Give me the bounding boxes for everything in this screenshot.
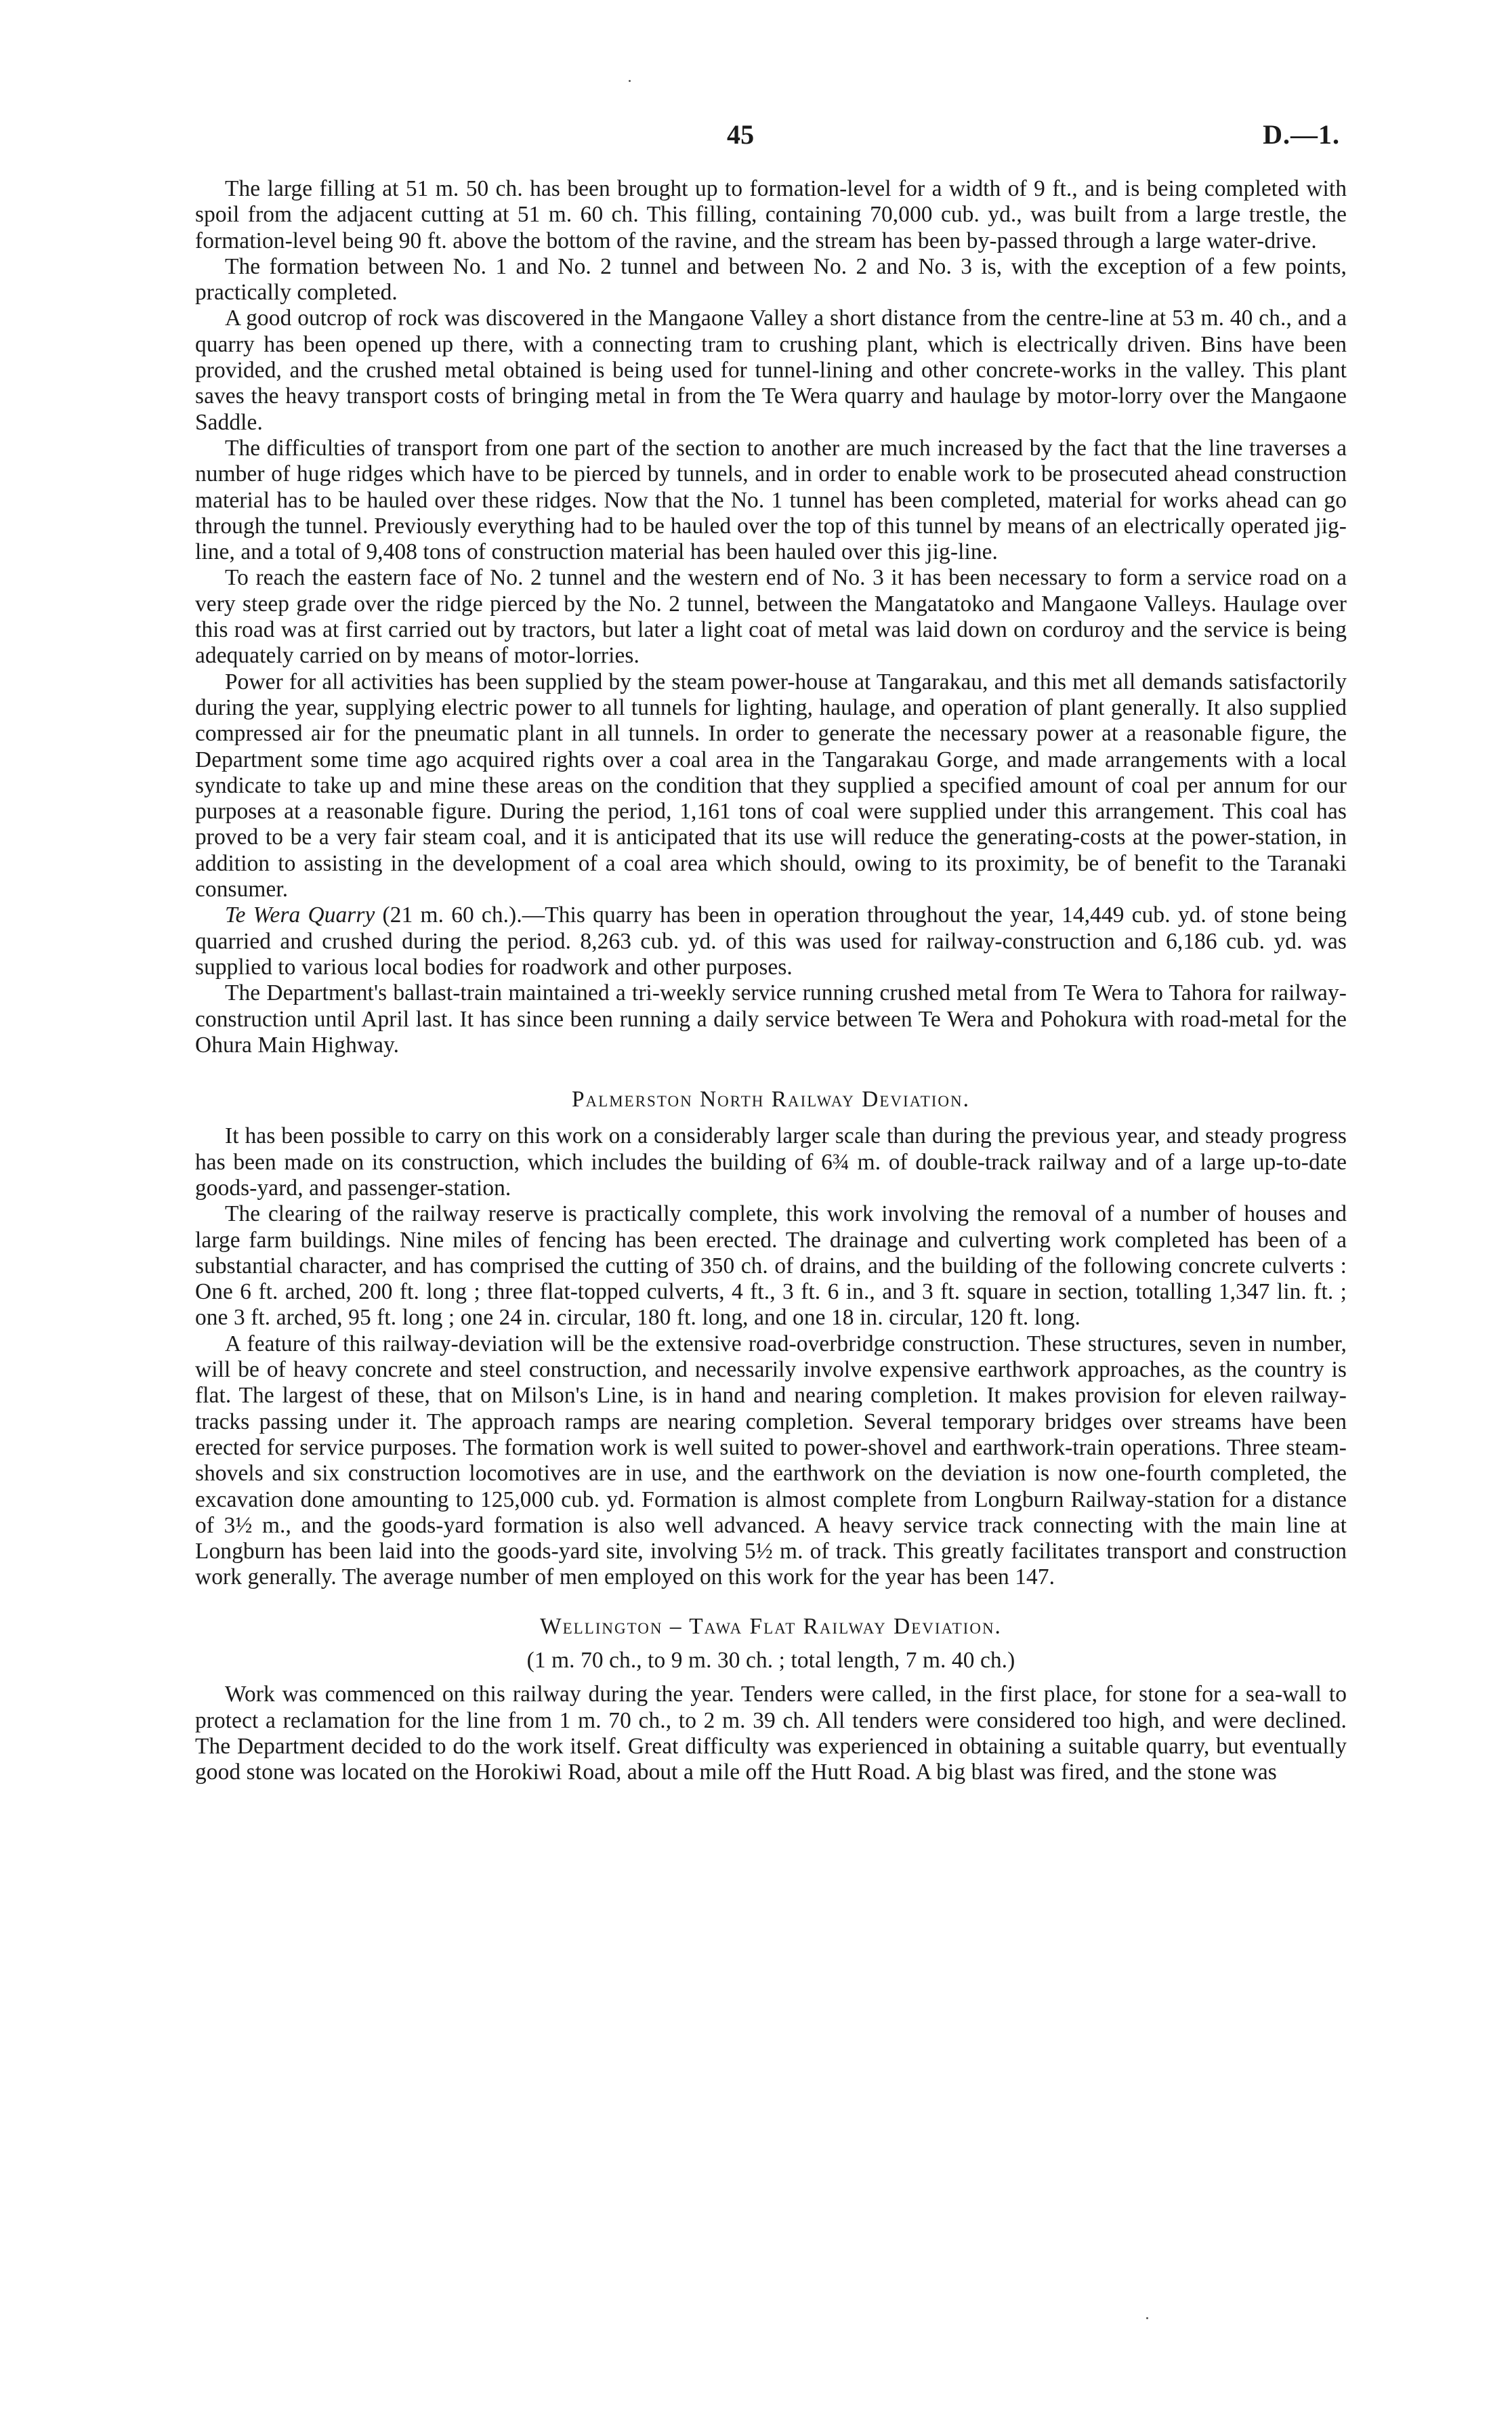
paragraph: To reach the eastern face of No. 2 tunnel and the western end of No. 3 it has been necessary to form a service road on a very steep grade over the ridge pierced by the No. 2 tunnel, between the Mangatatoko and Mangaone Valleys. Haulage over this road was at first carried out by tractors, but later a light coat of metal was laid down on corduroy and the service is being adequately carried on by means of motor-lorries.: [195, 565, 1347, 669]
paragraph: The difficulties of transport from one part of the section to another are much increased by the fact that the line traverses a number of huge ridges which have to be pierced by tunnels, and in order to enable work to be prosecuted ahead construction material has to be hauled over these ridges. Now that the No. 1 tunnel has been completed, material for works ahead can go through the tunnel. Previously everything had to be hauled over the top of this tunnel by means of an electrically operated jig-line, and a total of 9,408 tons of construction material has been hauled over this jig-line.: [195, 435, 1347, 565]
document-reference: D.—1.: [1263, 119, 1340, 150]
paragraph: A feature of this railway-deviation will be the extensive road-overbridge construction. These structures, seven in number, will be of heavy concrete and steel construction, and necessarily involve expensive earthwork approaches, as the country is flat. The largest of these, that on Milson's Line, is in hand and nearing completion. It makes provision for eleven railway-tracks passing under it. The approach ramps are nearing completion. Several temporary bridges over streams have been erected for service purposes. The formation work is well suited to power-shovel and earthwork-train operations. Three steam-shovels and six construction locomotives are in use, and the earthwork on the deviation is now one-fourth completed, the excavation done amounting to 125,000 cub. yd. Formation is almost complete from Longburn Railway-station for a distance of 3½ m., and the goods-yard formation is also well advanced. A heavy service track connecting with the main line at Longburn has been laid into the goods-yard site, involving 5½ m. of track. This greatly facilitates transport and construction work generally. The average number of men employed on this work for the year has been 147.: [195, 1331, 1347, 1590]
palmerston-body: [195, 1123, 1347, 1590]
document-page: [195, 102, 1347, 1786]
paragraph: A good outcrop of rock was discovered in the Mangaone Valley a short distance from the centre-line at 53 m. 40 ch., and a quarry has been opened up there, with a connecting tram to crushing plant, which is electrically driven. Bins have been provided, and the crushed metal obtained is being used for tunnel-lining and other concrete-works in the valley. This plant saves the heavy transport costs of bringing metal in from the Te Wera quarry and haulage by motor-lorry over the Mangaone Saddle.: [195, 306, 1347, 435]
quarry-text: (21 m. 60 ch.).—This quarry has been in operation throughout the year, 14,449 cub. yd. of stone being quarried and crushed during the period. 8,263 cub. yd. of this was used for railway-construction and 6,186 cub. yd. was supplied to various local bodies for roadwork and other purposes.: [195, 902, 1347, 980]
quarry-paragraph: [195, 902, 1347, 980]
section-subheading-wellington: (1 m. 70 ch., to 9 m. 30 ch. ; total length, 7 m. 40 ch.): [526, 1648, 1015, 1673]
paragraph: The clearing of the railway reserve is practically complete, this work involving the removal of a number of houses and large farm buildings. Nine miles of fencing has been erected. The drainage and culverting work completed has been of a substantial character, and has comprised the cutting of 350 ch. of drains, and the building of the following concrete culverts : One 6 ft. arched, 200 ft. long ; three flat-topped culverts, 4 ft., 3 ft. 6 in., and 3 ft. square in section, totalling 1,347 lin. ft. ; one 3 ft. arched, 95 ft. long ; one 24 in. circular, 180 ft. long, and one 18 in. circular, 120 ft. long.: [195, 1201, 1347, 1331]
section-heading-wellington: Wellington – Tawa Flat Railway Deviation.: [540, 1613, 1002, 1639]
paragraph: The formation between No. 1 and No. 2 tunnel and between No. 2 and No. 3 is, with the exception of a few points, practically completed.: [195, 253, 1347, 306]
paragraph: It has been possible to carry on this work on a considerably larger scale than during the previous year, and steady progress has been made on its construction, which includes the building of 6¾ m. of double-track railway and of a large up-to-date goods-yard, and passenger-station.: [195, 1123, 1347, 1201]
paragraph: Work was commenced on this railway during the year. Tenders were called, in the first place, for stone for a sea-wall to protect a reclamation for the line from 1 m. 70 ch., to 2 m. 39 ch. All tenders were considered too high, and were declined. The Department decided to do the work itself. Great difficulty was experienced in obtaining a suitable quarry, but eventually good stone was located on the Horokiwi Road, about a mile off the Hutt Road. A big blast was fired, and the stone was: [195, 1682, 1347, 1785]
page-header: [195, 102, 1347, 176]
scan-speck: [629, 80, 631, 82]
scan-speck: [1146, 2317, 1148, 2319]
quarry-lead: Te Wera Quarry: [225, 902, 375, 928]
page-number: 45: [727, 119, 755, 150]
paragraph: The Department's ballast-train maintained a tri-weekly service running crushed metal from Te Wera to Tahora for railway-construction until April last. It has since been running a daily service between Te Wera and Pohokura with road-metal for the Ohura Main Highway.: [195, 980, 1347, 1058]
intro-body: [195, 176, 1347, 1058]
wellington-body: [195, 1682, 1347, 1785]
paragraph: The large filling at 51 m. 50 ch. has been brought up to formation-level for a width of 9 ft., and is being completed with spoil from the adjacent cutting at 51 m. 60 ch. This filling, containing 70,000 cub. yd., was built from a large trestle, the formation-level being 90 ft. above the bottom of the ravine, and the stream has been by-passed through a large water-drive.: [195, 176, 1347, 253]
paragraph: Power for all activities has been supplied by the steam power-house at Tangarakau, and this met all demands satisfactorily during the year, supplying electric power to all tunnels for lighting, haulage, and operation of plant generally. It also supplied compressed air for the pneumatic plant in all tunnels. In order to generate the necessary power at a reasonable figure, the Department some time ago acquired rights over a coal area in the Tangarakau Gorge, and made arrangements with a local syndicate to take up and mine these areas on the condition that they supplied a specified amount of coal per annum for our purposes at a reasonable figure. During the period, 1,161 tons of coal were supplied under this arrangement. This coal has proved to be a very fair steam coal, and it is anticipated that its use will reduce the generating-costs at the power-station, in addition to assisting in the development of a coal area which should, owing to its proximity, be of benefit to the Taranaki consumer.: [195, 669, 1347, 902]
section-heading-palmerston: Palmerston North Railway Deviation.: [571, 1087, 971, 1112]
